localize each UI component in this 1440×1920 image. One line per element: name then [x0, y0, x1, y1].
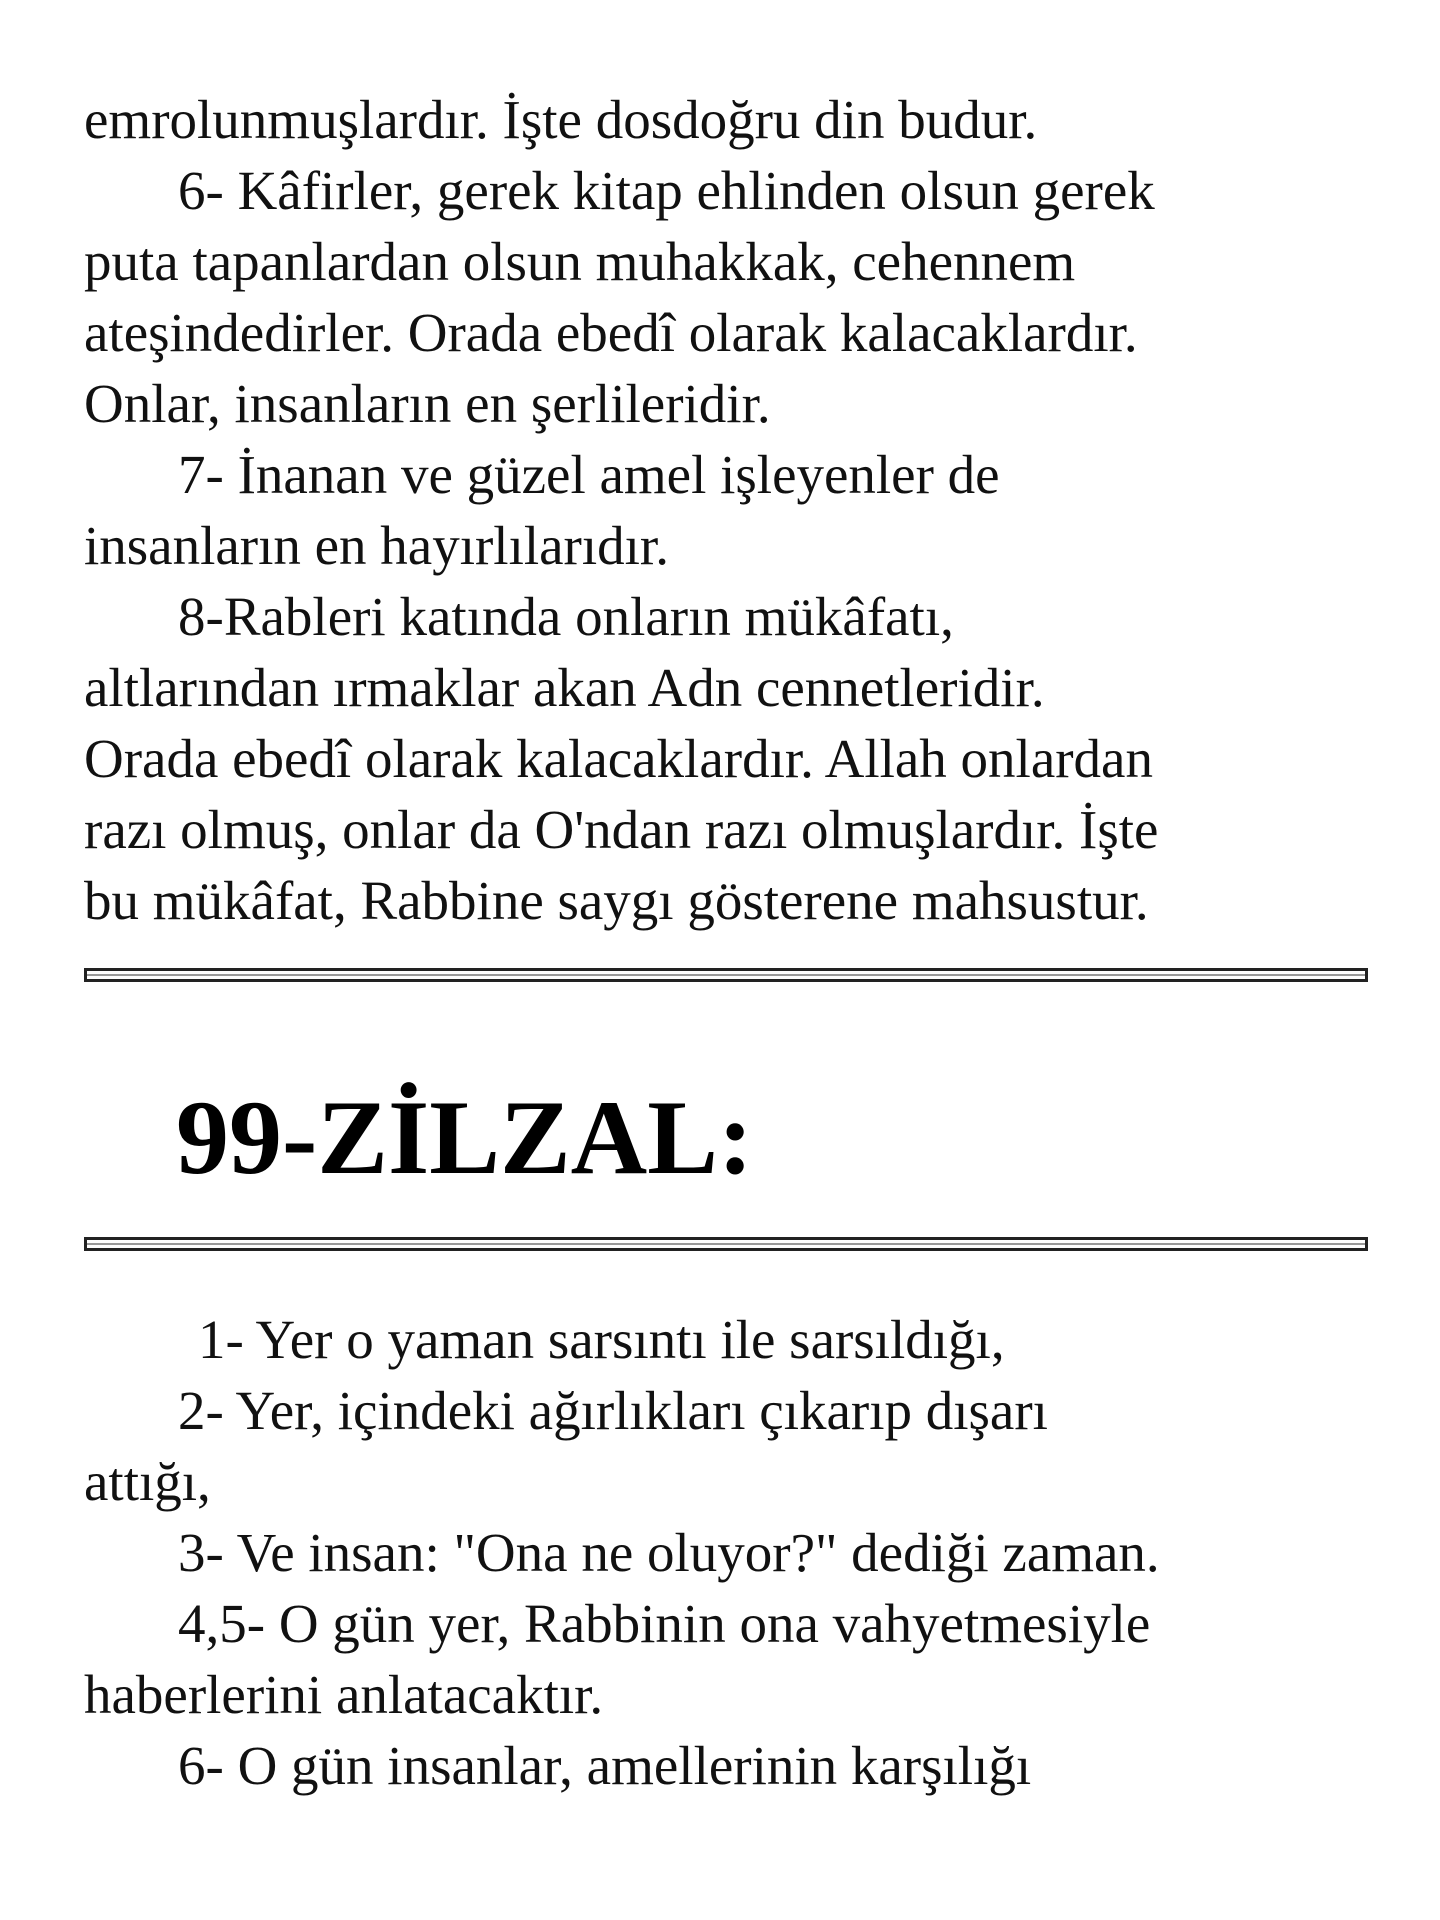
verse-line: attığı, [84, 1451, 211, 1512]
verse-line: emrolunmuşlardır. İşte dosdoğru din budur. [84, 89, 1038, 150]
verse-line: 8-Rableri katında onların mükâfatı, [178, 586, 954, 647]
verse-line: 1- Yer o yaman sarsıntı ile sarsıldığı, [198, 1309, 1005, 1370]
verse-line: haberlerini anlatacaktır. [84, 1664, 604, 1725]
verse-line: altlarından ırmaklar akan Adn cennetleridir. [84, 657, 1045, 718]
verse-line: puta tapanlardan olsun muhakkak, cehennem [84, 231, 1076, 292]
verse-line: Onlar, insanların en şerlileridir. [84, 373, 771, 434]
verses-surah-99 [84, 1304, 1374, 1801]
verse-line: insanların en hayırlılarıdır. [84, 515, 669, 576]
verse-line: 4,5- O gün yer, Rabbinin ona vahyetmesiyle [178, 1593, 1151, 1654]
section-divider-top [84, 968, 1368, 982]
verse-line: Orada ebedî olarak kalacaklardır. Allah onlardan [84, 728, 1153, 789]
verse-line: razı olmuş, onlar da O'ndan razı olmuşlardır. İşte [84, 799, 1159, 860]
verse-line: bu mükâfat, Rabbine saygı gösterene mahsustur. [84, 870, 1149, 931]
verse-line: 6- O gün insanlar, amellerinin karşılığı [178, 1735, 1032, 1796]
verse-line: ateşindedirler. Orada ebedî olarak kalacaklardır. [84, 302, 1138, 363]
verse-line: 7- İnanan ve güzel amel işleyenler de [178, 444, 1000, 505]
verse-line: 3- Ve insan: "Ona ne oluyor?" dediği zaman. [178, 1522, 1160, 1583]
section-divider-bottom [84, 1237, 1368, 1251]
verse-line: 6- Kâfirler, gerek kitap ehlinden olsun gerek [178, 160, 1155, 221]
chapter-title: 99-ZİLZAL: [176, 1079, 754, 1196]
verse-line: 2- Yer, içindeki ağırlıkları çıkarıp dışarı [178, 1380, 1048, 1441]
verses-surah-98-end [84, 84, 1374, 936]
